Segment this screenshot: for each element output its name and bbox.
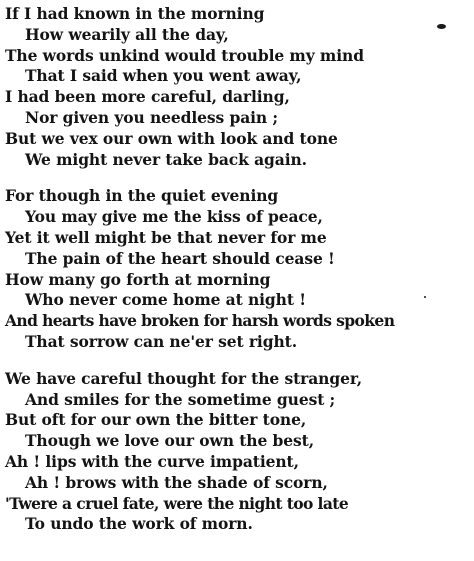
poem-line: To undo the work of morn. [25, 514, 253, 534]
poem-line: Yet it well might be that never for me [5, 227, 327, 247]
poem [5, 4, 471, 551]
poem-line: That I said when you went away, [25, 66, 302, 86]
poem-line: I had been more careful, darling, [5, 87, 290, 107]
poem-line: You may give me the kiss of peace, [25, 207, 323, 227]
poem-line: For though in the quiet evening [5, 186, 279, 206]
poem-line: 'Twere a cruel fate, were the night too late [5, 493, 349, 513]
stanza-1 [5, 4, 471, 170]
poem-line: But we vex our own with look and tone [5, 128, 338, 148]
ink-speck [437, 24, 446, 29]
poem-line: The pain of the heart should cease ! [25, 248, 335, 268]
poem-line: That sorrow can ne'er set right. [25, 331, 297, 351]
poem-line: But oft for our own the bitter tone, [5, 410, 307, 430]
ink-speck [424, 296, 426, 298]
poem-line: If I had known in the morning [5, 4, 265, 23]
poem-line: Though we love our own the best, [25, 431, 314, 451]
poem-line: We have careful thought for the stranger, [5, 368, 363, 388]
poem-line: Ah ! brows with the shade of scorn, [25, 472, 328, 492]
poem-line: The words unkind would trouble my mind [5, 45, 364, 65]
stanza-2 [5, 186, 471, 352]
poem-line: How wearily all the day, [25, 24, 229, 44]
poem-line: And hearts have broken for harsh words spoken [5, 311, 395, 331]
poem-line: Who never come home at night ! [25, 290, 306, 310]
stanza-3 [5, 369, 471, 535]
poem-line: We might never take back again. [25, 149, 307, 169]
poem-line: And smiles for the sometime guest ; [25, 389, 336, 409]
poem-line: Ah ! lips with the curve impatient, [5, 451, 299, 471]
poem-line: How many go forth at morning [5, 269, 271, 289]
poem-line: Nor given you needless pain ; [25, 107, 279, 127]
